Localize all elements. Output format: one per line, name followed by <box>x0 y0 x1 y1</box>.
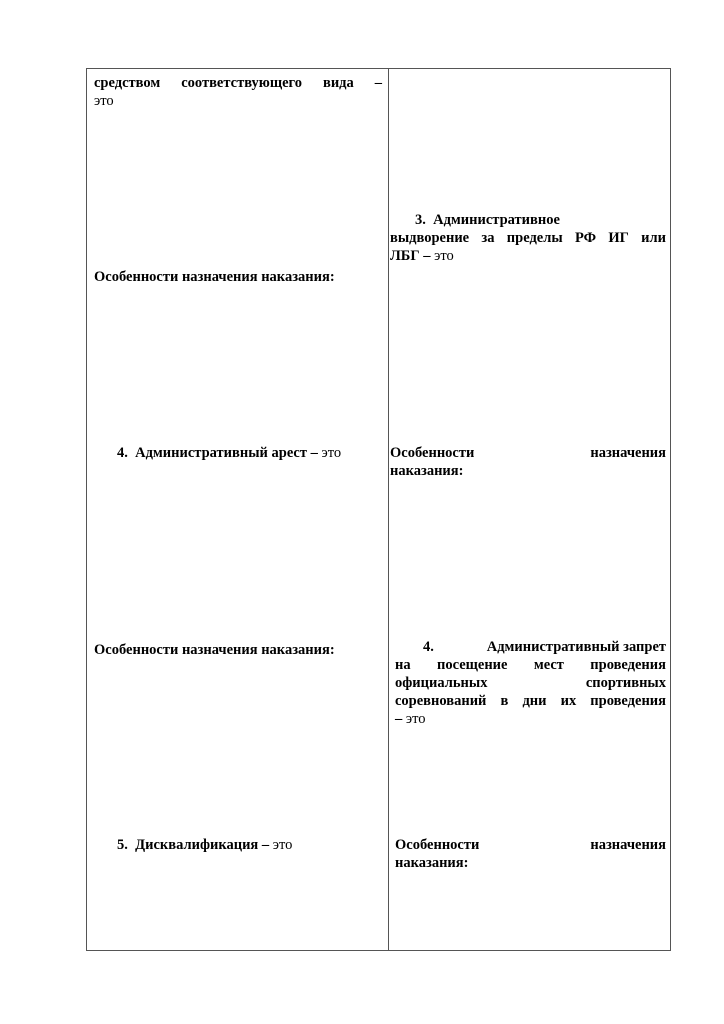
table-frame <box>86 68 671 951</box>
word: назначения <box>590 445 666 461</box>
left-features-heading-1: Особенности назначения наказания: <box>94 269 335 285</box>
item-title: Административное <box>433 212 560 228</box>
word: Особенности <box>390 445 475 461</box>
word: назначения <box>590 837 666 853</box>
item-dash: – <box>395 711 403 727</box>
item-tail: это <box>321 445 342 461</box>
right-item-expulsion-line3 <box>390 247 454 265</box>
item-number: 4. <box>423 639 434 655</box>
item-tail: это <box>434 248 454 264</box>
left-item-admin-arrest <box>117 444 341 462</box>
right-features-heading-2-line2: наказания: <box>395 855 469 871</box>
item-title: Дисквалификация – <box>135 837 270 853</box>
item-tail: это <box>272 837 293 853</box>
right-item-ban-line4: соревнований в дни их проведения <box>395 693 666 709</box>
right-features-heading-1-line2: наказания: <box>390 463 464 479</box>
item-title: Административный арест – <box>135 445 318 461</box>
right-item-ban-line2: на посещение мест проведения <box>395 657 666 673</box>
left-item-disqualification <box>117 836 292 854</box>
right-item-ban-line1 <box>423 638 666 656</box>
right-item-ban-line3: официальных спортивных <box>395 675 666 691</box>
item-tail: это <box>405 711 426 727</box>
column-divider <box>388 68 389 951</box>
right-item-ban-line5 <box>395 710 426 728</box>
right-item-expulsion-line1 <box>415 211 560 229</box>
right-features-heading-1-line1 <box>390 444 666 462</box>
word: Особенности <box>395 837 480 853</box>
right-features-heading-2-line1 <box>395 836 666 854</box>
item-title: Административный запрет <box>486 639 666 655</box>
left-block1-line1: средством соответствующего вида – <box>94 75 382 91</box>
right-item-expulsion-line2: выдворение за пределы РФ ИГ или <box>390 230 666 246</box>
item-title-end: ЛБГ – <box>390 248 431 264</box>
left-block1-line2: это <box>94 93 114 109</box>
item-number: 3. <box>415 212 426 228</box>
left-features-heading-2: Особенности назначения наказания: <box>94 642 335 658</box>
item-number: 4. <box>117 445 128 461</box>
item-number: 5. <box>117 837 128 853</box>
